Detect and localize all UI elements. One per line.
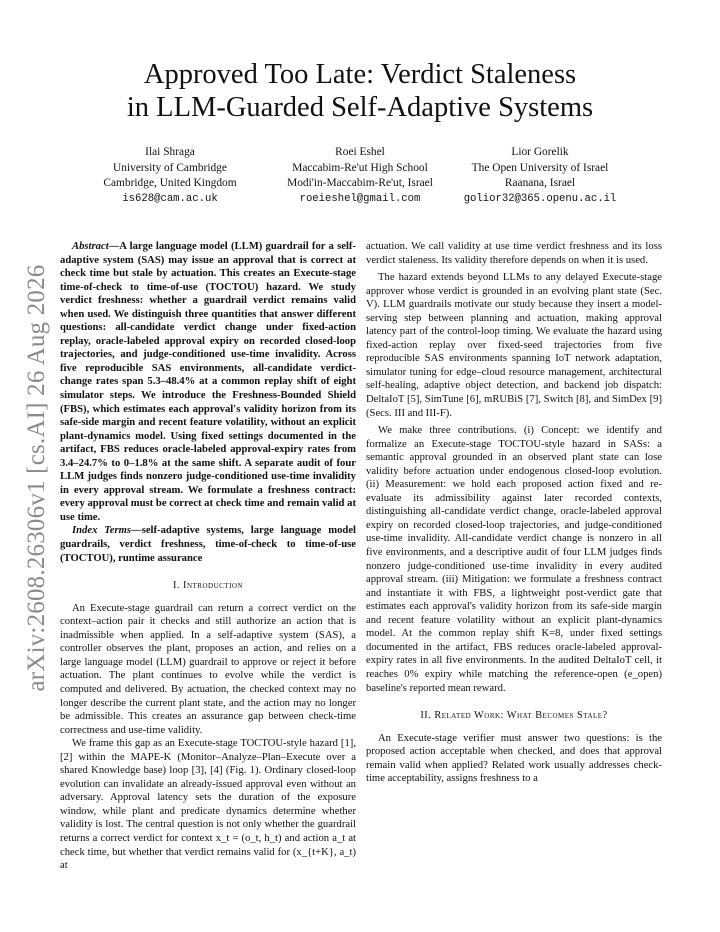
index-terms [60, 524, 356, 565]
arxiv-id-text: arXiv:2608.26306v1 [cs.AI] 26 Aug 2026 [23, 264, 50, 692]
author-block-3 [440, 145, 640, 207]
title-line-1: Approved Too Late: Verdict Staleness [143, 59, 577, 90]
author-name: Roei Eshel [335, 146, 385, 158]
author-affiliation: The Open University of Israel [471, 161, 609, 174]
paper-title [60, 58, 660, 124]
author-location: Modi'in-Maccabim-Re'ut, Israel [287, 177, 433, 189]
index-terms-text: —self-adaptive systems, large language model guardrails, verdict freshness, time-of-check to time-of-use (TOCTOU), runtime assurance [60, 525, 356, 564]
abstract-text: —A large language model (LLM) guardrail for a self-adaptive system (SAS) may issue an approval that is correct at check time but stale by actuation. This creates an Execute-stage time-of-check to time-of-use (TOCTOU) hazard. We study verdict freshness: whether a guardrail verdict remains valid when used. We distinguish three quantities that answer different questions: all-candidate verdict change under fixed-action replay, oracle-labeled approval expiry on recorded closed-loop trajectories, and judge-conditioned use-time invalidity. Across five reproducible SAS environments, all-candidate verdict-change rates span 5.3–48.4% at a common replay shift of eight simulator steps. We introduce the Freshness-Bounded Shield (FBS), which estimates each approval's validity horizon from its safe-side margin and recent feature volatility, without an explicit plant-dynamics model. Using fixed settings documented in the artifact, FBS reduces oracle-labeled approval-expiry rates from 3.4–24.7% to 0–1.8% at the same shift. A separate audit of four LLM judges finds nonzero judge-conditioned use-time invalidity in every approval stream. We formulate a freshness contract: every approval must be correct at check time and remain valid at use time. [60, 241, 356, 523]
author-email: is628@cam.ac.uk [122, 192, 218, 205]
title-line-2: in LLM-Guarded Self-Adaptive Systems [126, 92, 594, 123]
author-affiliation: Maccabim-Re'ut High School [292, 161, 428, 174]
arxiv-identifier [22, 258, 52, 698]
author-location: Cambridge, United Kingdom [103, 177, 237, 189]
abstract [60, 240, 356, 524]
contributions-paragraph: We make three contributions. (i) Concept: we identify and formalize an Execute-stage TOCTOU-style hazard in SASs: a semantic approval grounded in an observed plant state can lose validity before actuation under endogenous closed-loop evolution. (ii) Measurement: we hold each proposed action fixed and re-evaluate its admissibility against later recorded contexts, distinguishing all-candidate verdict change, oracle-labeled approval expiry on recorded closed-loop trajectories, and judge-conditioned use-time invalidity. All-candidate verdict change is nonzero in all five environments, and a descriptive audit of four LLM judges finds nonzero judge-conditioned use-time invalidity in every audited approval stream. (iii) Mitigation: we formulate a freshness contract and instantiate it with FBS, a lightweight post-verdict gate that estimates each approval's validity horizon from its safe-side margin and recent feature volatility without an explicit plant-dynamics model. At the common replay shift K=8, under fixed settings documented in the artifact, FBS reduces oracle-labeled approval-expiry rates in all five environments. In the audited DeltaIoT cell, it reaches 0% expiry while matching the reference-open (e_open) baseline's reported mean reward. [366, 425, 662, 694]
intro-paragraph-1: An Execute-stage guardrail can return a correct verdict on the context–action pair it checks and still authorize an action that is inadmissible when applied. In a self-adaptive system (SAS), a controller observes the plant, proposes an action, and relies on a large language model (LLM) guardrail to approve or reject it before actuation. The plant continues to evolve while the verdict is computed and delivered. By actuation, the checked context may no longer describe the current plant state, and the action may no longer be admissible. This creates an assurance gap between check-time correctness and use-time validity. [60, 602, 356, 736]
author-affiliation: University of Cambridge [113, 161, 227, 174]
right-paragraph-1: actuation. We call validity at use time verdict freshness and its loss verdict staleness. Its validity therefore depends on when it is used. [366, 241, 662, 266]
author-email: golior32@365.openu.ac.il [463, 192, 617, 205]
related-work-paragraph-1: An Execute-stage verifier must answer two questions: is the proposed action acceptable when checked, and does that approval remain valid when applied? Related work usually addresses check-time acceptability, assigns freshness to a [366, 732, 662, 785]
author-name: Lior Gorelik [511, 146, 569, 158]
left-column [60, 240, 356, 873]
abstract-label: Abstract [72, 241, 109, 252]
right-column [366, 240, 662, 786]
right-paragraph-2: The hazard extends beyond LLMs to any delayed Execute-stage approver whose verdict is grounded in an evolving plant state (Sec. V). LLM guardrails motivate our study because they insert a model-serving step between planning and actuation, making approval latency part of the control-loop timing. We evaluate the hazard using fixed-action replay over fixed-seed trajectories from five reproducible SAS environments spanning IoT network adaptation, simulator tuning for edge–cloud resource management, architectural self-healing, adaptive object detection, and backend job dispatch: DeltaIoT [5], SimTune [6], mRUBiS [7], Switch [8], and SimDex [9] (Secs. III and III-F). [366, 272, 662, 419]
author-block-1 [70, 145, 270, 207]
author-block-2 [260, 145, 460, 207]
author-location: Raanana, Israel [504, 177, 576, 189]
author-name: Ilai Shraga [145, 146, 195, 158]
index-terms-label: Index Terms [72, 525, 132, 537]
author-email: roeieshel@gmail.com [299, 192, 421, 205]
section-heading-related-work: II. Related Work: What Becomes Stale? [420, 710, 608, 722]
section-heading-introduction: I. Introduction [172, 580, 244, 592]
intro-paragraph-2: We frame this gap as an Execute-stage TOCTOU-style hazard [1], [2] within the MAPE-K (Monitor–Analyze–Plan–Execute over a shared Knowledge base) loop [3], [4] (Fig. 1). Ordinary closed-loop evolution can invalidate an already-issued approval even without an adversary. Approval latency sets the duration of the exposure window, while plant and predicate dynamics determine whether validity is lost. The central question is not only whether the guardrail returns a correct verdict for context x_t = (o_t, h_t) and action a_t at check time, but whether that verdict remains valid for (x_{t+K}, a_t) at [60, 738, 356, 872]
